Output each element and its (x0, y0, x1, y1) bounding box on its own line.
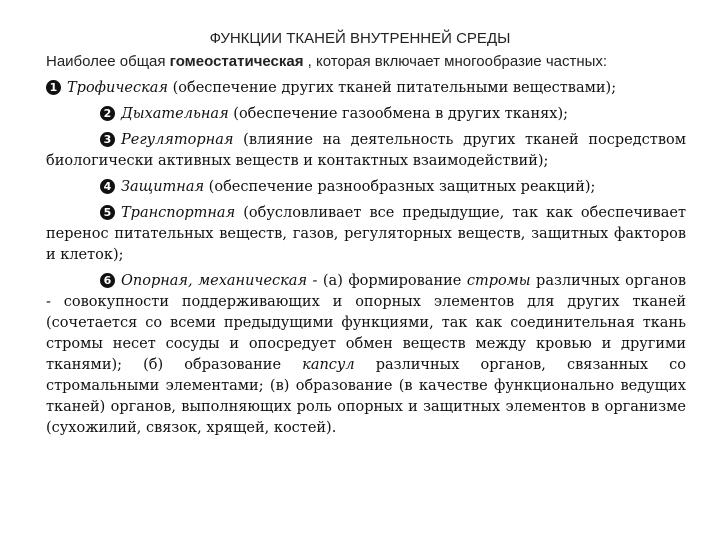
number-badge-icon: 2 (100, 106, 115, 121)
number-badge-icon: 4 (100, 179, 115, 194)
scanned-text-block (46, 78, 686, 444)
function-name: Транспортная (121, 205, 236, 221)
function-name: Опорная, механическая (121, 273, 308, 289)
function-item-regulatory (46, 130, 686, 172)
function-desc: (обеспечение разнообразных защитных реакций); (204, 179, 596, 195)
term-capsule: капсул (302, 357, 355, 373)
number-badge-icon: 3 (100, 132, 115, 147)
function-desc: (обеспечение других тканей питательными веществами); (168, 80, 617, 96)
page-title: ФУНКЦИИ ТКАНЕЙ ВНУТРЕННЕЙ СРЕДЫ (209, 30, 511, 47)
number-badge-icon: 6 (100, 273, 115, 288)
function-item-transport (46, 203, 686, 266)
function-desc-part: различных органов, связанных со стромальными элементами; (в) образование (в качестве функционально ведущих тканей) органов, выполняющих роль опорных и защитных элементов в организме (сухожилий, связок, хрящей, костей). (46, 357, 687, 436)
function-item-supporting (46, 271, 686, 439)
intro-before: Наиболее общая (46, 53, 170, 70)
function-desc: (обусловливает все предыдущие, так как обеспечивает перенос питательных веществ, газов, регуляторных веществ, защитных факторов и клеток); (46, 205, 686, 263)
function-desc: (влияние на деятельность других тканей посредством биологически активных веществ и контактных взаимодействий); (46, 132, 686, 169)
term-stroma: стромы (466, 273, 531, 289)
function-item-protective (46, 177, 686, 198)
function-desc-part: различных органов - совокупности поддерживающих и опорных элементов для других тканей (сочетается со всеми предыдущими функциями, так как соединительная ткань стромы несет сосуды и опосредует обмен веществ между кровью и другими тканями); (б) образование (46, 273, 686, 373)
intro-text (46, 53, 706, 70)
function-item-trophic (0, 78, 686, 99)
number-badge-icon: 1 (46, 80, 61, 95)
function-name: Защитная (121, 179, 205, 195)
function-item-respiratory (46, 104, 686, 125)
function-name: Трофическая (67, 80, 168, 96)
function-desc-part: - (а) формирование (307, 273, 467, 289)
intro-bold-term: гомеостатическая (169, 53, 304, 70)
function-desc: (обеспечение газообмена в других тканях); (228, 106, 568, 122)
intro-after: , которая включает многообразие частных: (303, 53, 608, 70)
number-badge-icon: 5 (100, 205, 115, 220)
function-name: Дыхательная (121, 106, 229, 122)
function-name: Регуляторная (121, 132, 234, 148)
